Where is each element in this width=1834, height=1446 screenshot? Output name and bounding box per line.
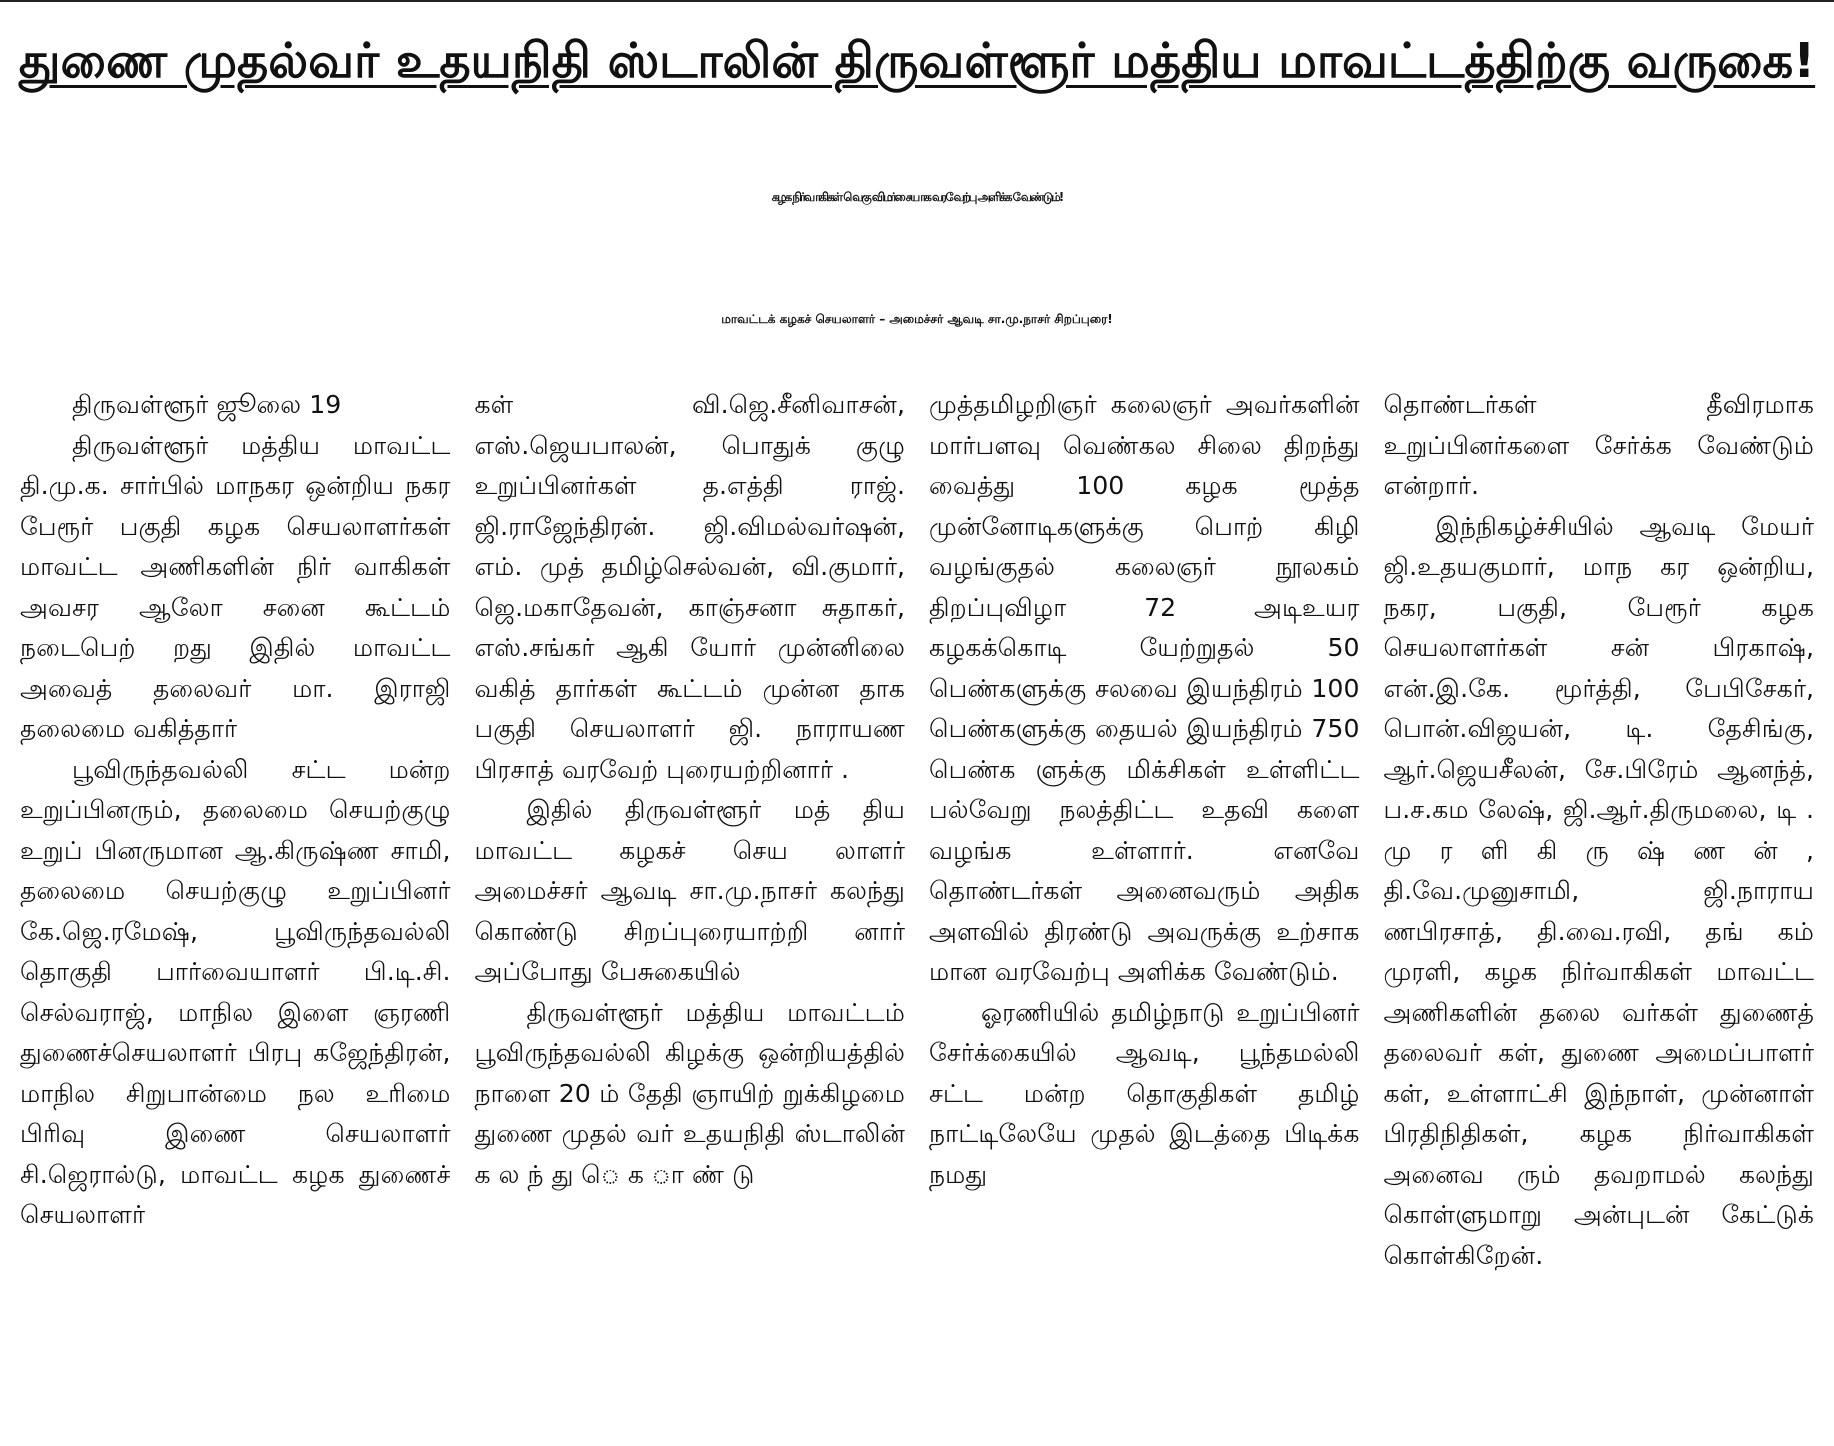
paragraph: முத்தமிழறிஞர் கலைஞர் அவர்களின் மார்பளவு வெண்கல சிலை திறந்து வைத்து 100 கழக மூத்த முன்னோடிகளுக்கு பொற் கிழி வழங்குதல் கலைஞர் நூலகம் திறப்புவிழா 72 அடிஉயர கழகக்கொடி யேற்றுதல் 50 பெண்களுக்கு சலவை இயந்திரம் 100 பெண்களுக்கு தையல் இயந்திரம் 750 பெண்க ளுக்கு மிக்சிகள் உள்ளிட்ட பல்வேறு நலத்திட்ட உதவி களை வழங்க உள்ளார். எனவே தொண்டர்கள் அனைவரும் அதிக அளவில் திரண்டு அவருக்கு உற்சாக மான வரவேற்பு அளிக்க வேண்டும். — [929, 390, 1360, 986]
dateline: திருவள்ளூர் ஜூலை 19 — [72, 390, 342, 419]
kicker-headline: துணை முதல்வர் உதயநிதி ஸ்டாலின் திருவள்ளூர் மத்திய மாவட்டத்திற்கு வருகை! — [18, 33, 1816, 89]
paragraph: பூவிருந்தவல்லி சட்ட மன்ற உறுப்பினரும், தலைமை செயற்குழு உறுப் பினருமான ஆ.கிருஷ்ண சாமி, தலைமை செயற்குழு உறுப்பினர் கே.ஜெ.ரமேஷ், பூவிருந்தவல்லி தொகுதி பார்வையாளர் பி.டி.சி. செல்வராஜ், மாநில இளை ஞரணி துணைச்செயலாளர் பிரபு கஜேந்திரன், மாநில சிறுபான்மை நல உரிமை பிரிவு இணை செயலாளர் சி.ஜெரால்டு, மாவட்ட கழக துணைச் செயலாளர் — [20, 754, 451, 1229]
main-headline: கழக நிர்வாகிகள் வெகு விமர்சையாக வரவேற்பு அளிக்க வேண்டும்! — [771, 190, 1063, 204]
article-column-1 — [8, 385, 463, 1440]
paragraph: இதில் திருவள்ளூர் மத் திய மாவட்ட கழகச் செய லாளர் அமைச்சர் ஆவடி சா.மு.நாசர் கலந்து கொண்டு சிறப்புரையாற்றி னார் அப்போது பேசுகையில் — [474, 795, 905, 986]
paragraph: திருவள்ளூர் மத்திய மாவட்ட தி.மு.க. சார்பில் மாநகர ஒன்றிய நகர பேரூர் பகுதி கழக செயலாளர்கள் மாவட்ட அணிகளின் நிர் வாகிகள் அவசர ஆலோ சனை கூட்டம் நடைபெற் றது இதில் மாவட்ட அவைத் தலைவர் மா. இராஜி தலைமை வகித்தார் — [20, 430, 451, 743]
paragraph: திருவள்ளூர் மத்திய மாவட்டம் பூவிருந்தவல்லி கிழக்கு ஒன்றியத்தில் நாளை 20 ம் தேதி ஞாயிற் றுக்கிழமை துணை முதல் வர் உதயநிதி ஸ்டாலின் க ல ந் து ெ க ா ண் டு — [474, 997, 905, 1189]
paragraph: இந்நிகழ்ச்சியில் ஆவடி மேயர் ஜி.உதயகுமார், மாந கர ஒன்றிய, நகர, பகுதி, பேரூர் கழக செயலாளர்கள் சன் பிரகாஷ், என்.இ.கே. மூர்த்தி, பேபிசேகர், பொன்.விஜயன், டி. தேசிங்கு, ஆர்.ஜெயசீலன், சே.பிரேம் ஆனந்த், ப.ச.கம லேஷ், ஜி.ஆர்.திருமலை, டி . மு ர ளி கி ரு ஷ் ண ன் , தி.வே.முனுசாமி, ஜி.நாராய ணபிரசாத், தி.வை.ரவி, தங் கம் முரளி, கழக நிர்வாகிகள் மாவட்ட அணிகளின் தலை வர்கள் துணைத் தலைவர் கள், துணை அமைப்பாளர் கள், உள்ளாட்சி இந்நாள், முன்னாள் பிரதிநிதிகள், கழக நிர்வாகிகள் அனைவ ரும் தவறாமல் கலந்து கொள்ளுமாறு அன்புடன் கேட்டுக் கொள்கிறேன். — [1383, 511, 1814, 1270]
article-body — [8, 385, 1826, 1440]
paragraph: ஓரணியில் தமிழ்நாடு உறுப்பினர் சேர்க்கையில் ஆவடி, பூந்தமல்லி சட்ட மன்ற தொகுதிகள் தமிழ் நாட்டிலேயே முதல் இடத்தை பிடிக்க நமது — [929, 997, 1360, 1189]
article-column-3 — [917, 385, 1372, 1440]
article-column-4 — [1372, 385, 1827, 1440]
sub-headline: மாவட்டக் கழகச் செயலாளர் – அமைச்சர் ஆவடி சா.மு.நாசர் சிறப்புரை! — [721, 312, 1113, 326]
paragraph: தொண்டர்கள் தீவிரமாக உறுப்பினர்களை சேர்க்க வேண்டும் என்றார். — [1383, 390, 1814, 500]
paragraph: கள் வி.ஜெ.சீனிவாசன், எஸ்.ஜெயபாலன், பொதுக் குழு உறுப்பினர்கள் த.எத்தி ராஜ். ஜி.ராஜேந்திரன். ஜி.விமல்வர்ஷன், எம். முத் தமிழ்செல்வன், வி.குமார், ஜெ.மகாதேவன், காஞ்சனா சுதாகர், எஸ்.சங்கர் ஆகி யோர் முன்னிலை வகித் தார்கள் கூட்டம் முன்ன தாக பகுதி செயலாளர் ஜி. நாராயண பிரசாத் வரவேற் புரையற்றினார் . — [474, 390, 905, 784]
article-column-2 — [463, 385, 918, 1440]
